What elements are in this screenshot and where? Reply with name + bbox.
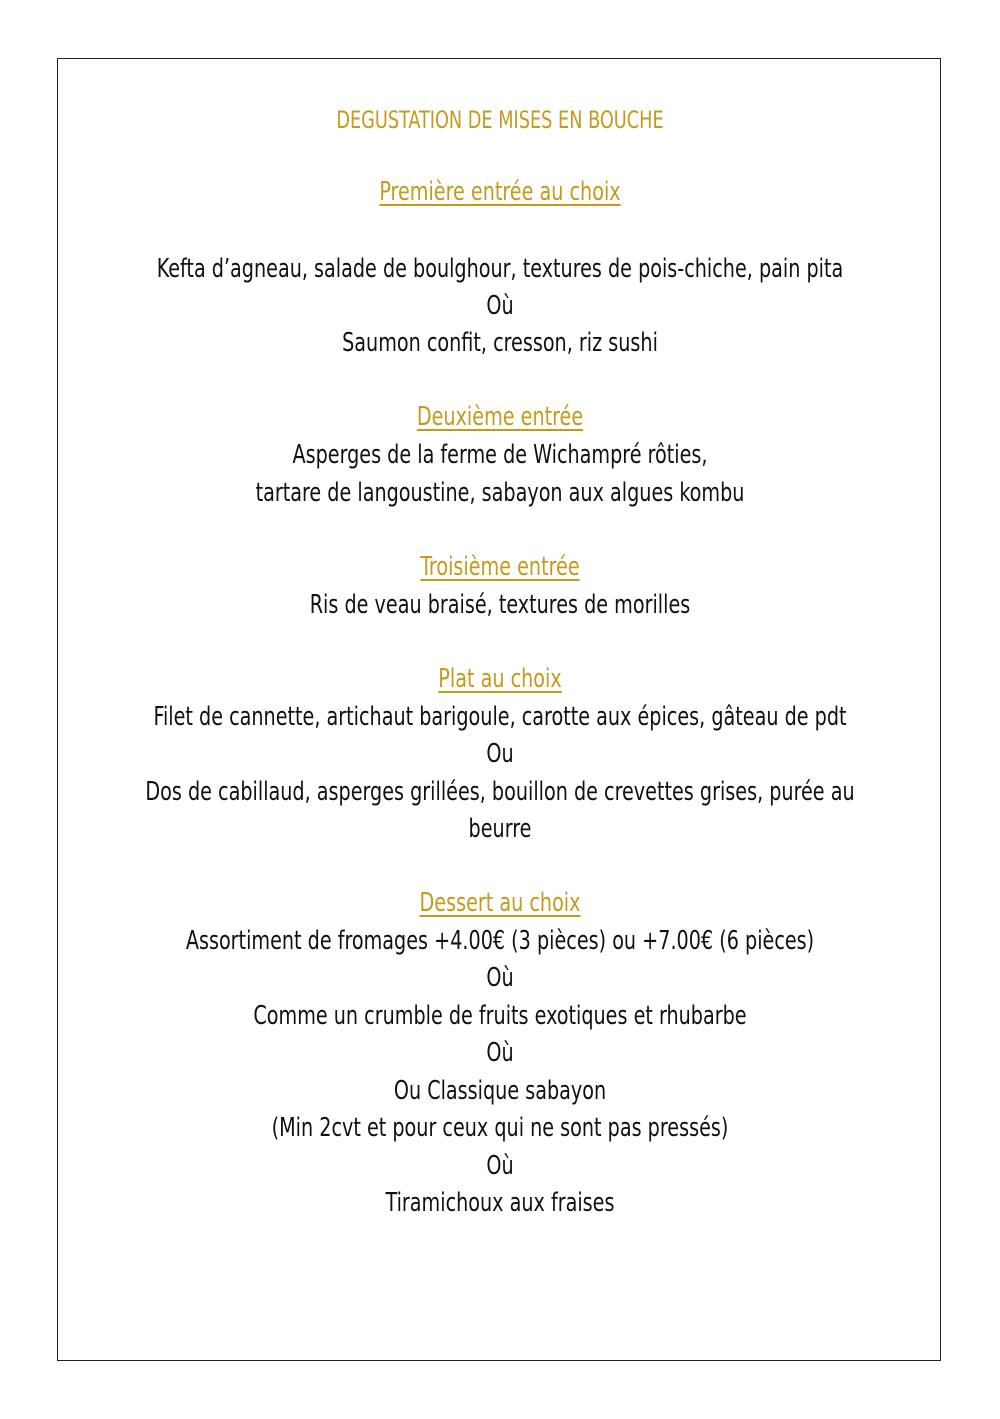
- dessert-or-2: Où: [486, 1038, 514, 1068]
- dessert-option-4: Tiramichoux aux fraises: [385, 1188, 615, 1218]
- second-line-1: Asperges de la ferme de Wichampré rôties,: [292, 440, 708, 470]
- first-option-1: Kefta d’agneau, salade de boulghour, textures de pois-chiche, pain pita: [156, 254, 844, 284]
- dessert-or-3: Où: [486, 1151, 514, 1181]
- dessert-option-2: Comme un crumble de fruits exotiques et rhubarbe: [253, 1001, 747, 1031]
- main-option-2-line-1: Dos de cabillaud, asperges grillées, bouillon de crevettes grises, purée au: [145, 777, 855, 807]
- first-or: Où: [486, 291, 514, 321]
- third-course-title: Troisième entrée: [420, 552, 580, 582]
- dessert-title: Dessert au choix: [419, 888, 581, 918]
- intro-heading: DEGUSTATION DE MISES EN BOUCHE: [336, 106, 664, 134]
- main-or: Ou: [486, 739, 514, 769]
- first-option-2: Saumon confit, cresson, riz sushi: [342, 328, 658, 358]
- third-line-1: Ris de veau braisé, textures de morilles: [309, 590, 691, 620]
- dessert-option-1: Assortiment de fromages +4.00€ (3 pièces) ou +7.00€ (6 pièces): [185, 926, 815, 956]
- first-course-title: Première entrée au choix: [379, 177, 621, 207]
- main-option-1: Filet de cannette, artichaut barigoule, carotte aux épices, gâteau de pdt: [153, 702, 847, 732]
- second-course-title: Deuxième entrée: [416, 402, 584, 432]
- second-line-2: tartare de langoustine, sabayon aux algues kombu: [255, 478, 745, 508]
- dessert-option-3: Ou Classique sabayon: [393, 1076, 607, 1106]
- main-option-2-line-2: beurre: [468, 814, 532, 844]
- dessert-option-3-note: (Min 2cvt et pour ceux qui ne sont pas pressés): [271, 1113, 729, 1143]
- dessert-or-1: Où: [486, 963, 514, 993]
- main-course-title: Plat au choix: [438, 664, 562, 694]
